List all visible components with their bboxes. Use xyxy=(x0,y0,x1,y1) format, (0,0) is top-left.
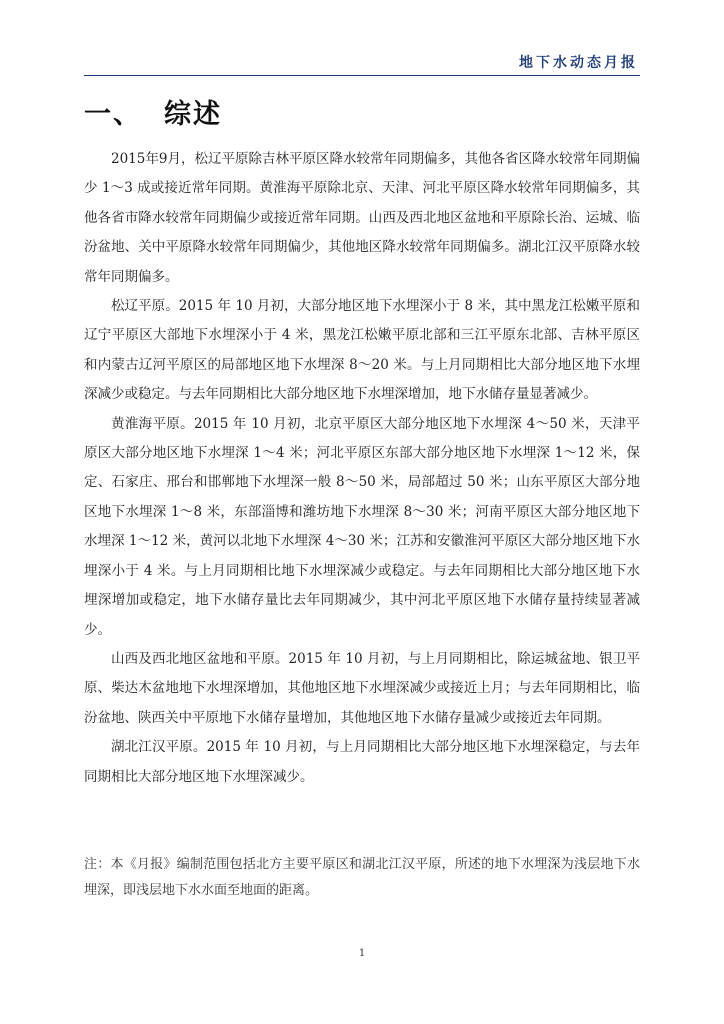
paragraph-precipitation: 2015年9月，松辽平原除吉林平原区降水较常年同期偏多，其他各省区降水较常年同期偏少 1～3 成或接近常年同期。黄淮海平原除北京、天津、河北平原区降水较常年同期偏多，其他各省市降水较常年同期偏少或接近常年同期。山西及西北地区盆地和平原除长治、运城、临汾盆地、关中平原降水较常年同期偏少，其他地区降水较常年同期偏多。湖北江汉平原降水较常年同期偏多。 xyxy=(84,151,640,285)
header-divider xyxy=(84,75,640,76)
paragraph-jianghan-plain: 湖北江汉平原。2015 年 10 月初，与上月同期相比大部分地区地下水埋深稳定，与去年同期相比大部分地区地下水埋深减少。 xyxy=(84,739,640,785)
section-number: 一、 xyxy=(84,99,142,130)
paragraph-songliao-plain: 松辽平原。2015 年 10 月初，大部分地区地下水埋深小于 8 米，其中黑龙江松嫩平原和辽宁平原区大部地下水埋深小于 4 米，黑龙江松嫩平原北部和三江平原东北部、吉林平原区和内蒙古辽河平原区的局部地区地下水埋深 8～20 米。与上月同期相比大部分地区地下水埋深减少或稳定。与去年同期相比大部分地区地下水埋深增加，地下水储存量显著减少。 xyxy=(84,298,640,403)
summary-body xyxy=(84,145,640,792)
section-title: 综述 xyxy=(164,99,222,130)
footnote: 注：本《月报》编制范围包括北方主要平原区和湖北江汉平原，所述的地下水埋深为浅层地下水埋深，即浅层地下水水面至地面的距离。 xyxy=(84,857,640,898)
paragraph-shanxi-northwest: 山西及西北地区盆地和平原。2015 年 10 月初，与上月同期相比，除运城盆地、银卫平原、柴达木盆地地下水埋深增加，其他地区地下水埋深减少或接近上月；与去年同期相比，临汾盆地、陕西关中平原地下水储存量增加，其他地区地下水储存量减少或接近去年同期。 xyxy=(84,650,640,726)
paragraph-huanghuaihai-plain: 黄淮海平原。2015 年 10 月初，北京平原区大部分地区地下水埋深 4～50 米，天津平原区大部分地区地下水埋深 1～4 米；河北平原区东部大部分地区地下水埋深 1～12 米，保定、石家庄、邢台和邯郸地下水埋深一般 8～50 米，局部超过 50 米；山东平原区大部分地区地下水埋深 1～8 米，东部淄博和潍坊地下水埋深 8～30 米；河南平原区大部分地区地下水埋深 1～12 米，黄河以北地下水埋深 4～30 米；江苏和安徽淮河平原区大部分地区地下水埋深小于 4 米。与上月同期相比地下水埋深减少或稳定。与去年同期相比大部分地区地下水埋深增加或稳定，地下水储存量比去年同期减少，其中河北平原区地下水储存量持续显著减少。 xyxy=(84,415,640,638)
section-heading xyxy=(84,92,222,131)
report-header-title: 地下水动态月报 xyxy=(519,55,638,71)
page-number: 1 xyxy=(358,948,366,959)
